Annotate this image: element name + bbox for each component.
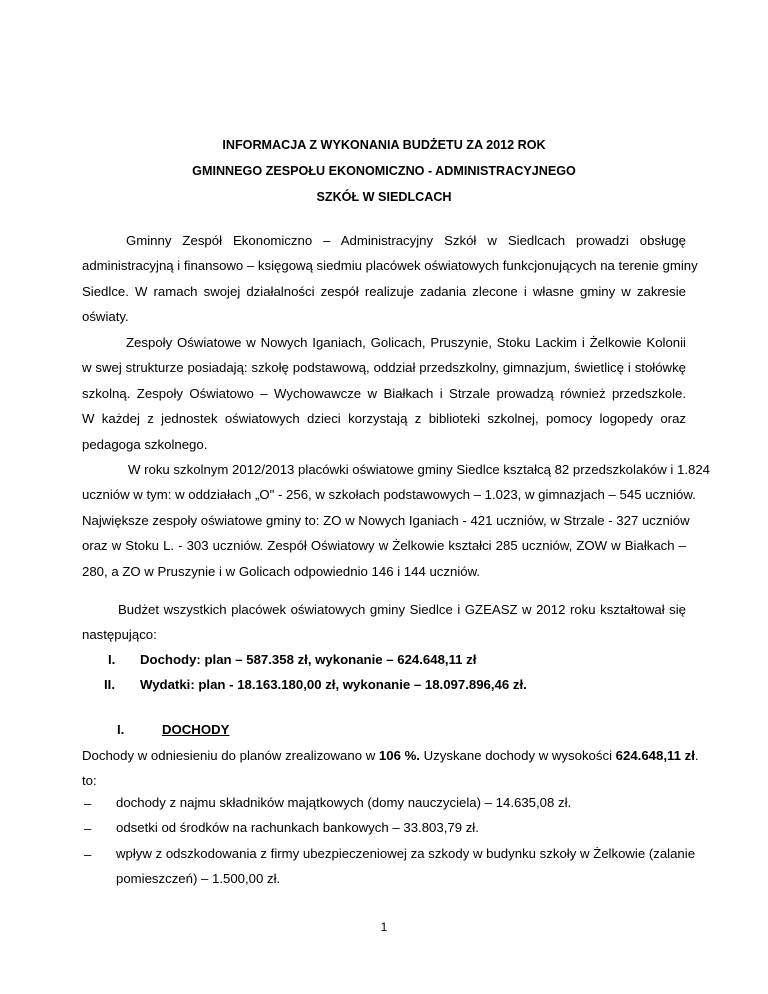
bullet-dash: – bbox=[84, 847, 92, 862]
text-line: uczniów w tym: w oddziałach „O" - 256, w szkołach podstawowych – 1.023, w gimnazjach – 545 uczniów. bbox=[82, 487, 696, 503]
text-line: W roku szkolnym 2012/2013 placówki oświatowe gminy Siedlce kształcą 82 przedszkolaków i 1.824 bbox=[128, 462, 710, 477]
text-line: Zespoły Oświatowe w Nowych Iganiach, Golicach, Pruszynie, Stoku Lackim i Żelkowie Kolonii bbox=[126, 335, 686, 350]
bullet-item: odsetki od środków na rachunkach bankowych – 33.803,79 zł. bbox=[116, 820, 479, 835]
page-number: 1 bbox=[380, 920, 388, 934]
summary-expenses: Wydatki: plan - 18.163.180,00 zł, wykonanie – 18.097.896,46 zł. bbox=[140, 677, 527, 692]
section-title: DOCHODY bbox=[162, 722, 230, 737]
text-line: Siedlce. W ramach swojej działalności zespół realizuje zadania zlecone i własne gminy w zakresie bbox=[82, 283, 686, 299]
text-line: szkolną. Zespoły Oświatowo – Wychowawcze w Białkach i Strzale prowadzą również przedszkole. bbox=[82, 385, 686, 401]
text-line: wpływ z odszkodowania z firmy ubezpieczeniowej za szkody w budynku szkoły w Żelkowie (zalanie bbox=[116, 846, 696, 861]
paragraph-structure bbox=[82, 330, 686, 457]
text-line: 280, a ZO w Pruszynie i w Golicach odpowiednio 146 i 144 uczniów. bbox=[82, 563, 481, 579]
text-span: . bbox=[694, 748, 699, 763]
paragraph-income bbox=[82, 743, 699, 794]
list-number: II. bbox=[104, 677, 115, 692]
bullet-item bbox=[116, 841, 696, 892]
text-span: Uzyskane dochody w wysokości bbox=[419, 748, 616, 763]
text-line: pedagoga szkolnego. bbox=[82, 436, 208, 452]
bullet-item: dochody z najmu składników majątkowych (domy nauczyciela) – 14.635,08 zł. bbox=[116, 795, 572, 810]
title-line-3: SZKÓŁ W SIEDLCACH bbox=[316, 190, 452, 204]
text-line: w swej strukturze posiadają: szkołę podstawową, oddział przedszkolny, gimnazjum, świetlicę i stołówkę bbox=[82, 360, 686, 376]
bullet-dash: – bbox=[84, 821, 92, 836]
text-line: oświaty. bbox=[82, 309, 129, 325]
list-number: I. bbox=[108, 652, 116, 667]
text-line: pomieszczeń) – 1.500,00 zł. bbox=[116, 871, 281, 887]
paragraph-intro bbox=[82, 228, 698, 330]
text-line: następująco: bbox=[82, 627, 157, 643]
section-number: I. bbox=[117, 722, 125, 737]
text-line: Gminny Zespół Ekonomiczno – Administracyjny Szkół w Siedlcach prowadzi obsługę bbox=[126, 233, 686, 248]
text-line: administracyjną i finansowo – księgową siedmiu placówek oświatowych funkcjonujących na terenie gminy bbox=[82, 258, 698, 274]
title-line-1: INFORMACJA Z WYKONANIA BUDŻETU ZA 2012 ROK bbox=[222, 138, 546, 152]
text-line: oraz w Stoku L. - 303 uczniów. Zespół Oświatowy w Żelkowie kształci 285 uczniów, ZOW w Białkach – bbox=[82, 538, 686, 554]
summary-income: Dochody: plan – 587.358 zł, wykonanie – 624.648,11 zł bbox=[140, 652, 477, 667]
percentage: 106 %. bbox=[378, 748, 420, 763]
title-line-2: GMINNEGO ZESPOŁU EKONOMICZNO - ADMINISTRACYJNEGO bbox=[192, 164, 576, 178]
text-line bbox=[82, 743, 699, 768]
paragraph-budget bbox=[82, 597, 686, 648]
text-line: W każdej z jednostek oświatowych dzieci korzystają z biblioteki szkolnej, pomocy logopedy oraz bbox=[82, 411, 686, 427]
text-line: Największe zespoły oświatowe gminy to: ZO w Nowych Iganiach - 421 uczniów, w Strzale - 327 uczniów bbox=[82, 512, 690, 528]
text-span: Dochody w odniesieniu do planów zrealizowano w bbox=[82, 748, 379, 763]
text-line: Budżet wszystkich placówek oświatowych gminy Siedlce i GZEASZ w 2012 roku kształtował się bbox=[118, 602, 686, 617]
paragraph-students bbox=[82, 457, 710, 584]
bullet-dash: – bbox=[84, 796, 92, 811]
text-line: to: bbox=[82, 773, 97, 789]
income-amount: 624.648,11 zł bbox=[615, 748, 695, 763]
